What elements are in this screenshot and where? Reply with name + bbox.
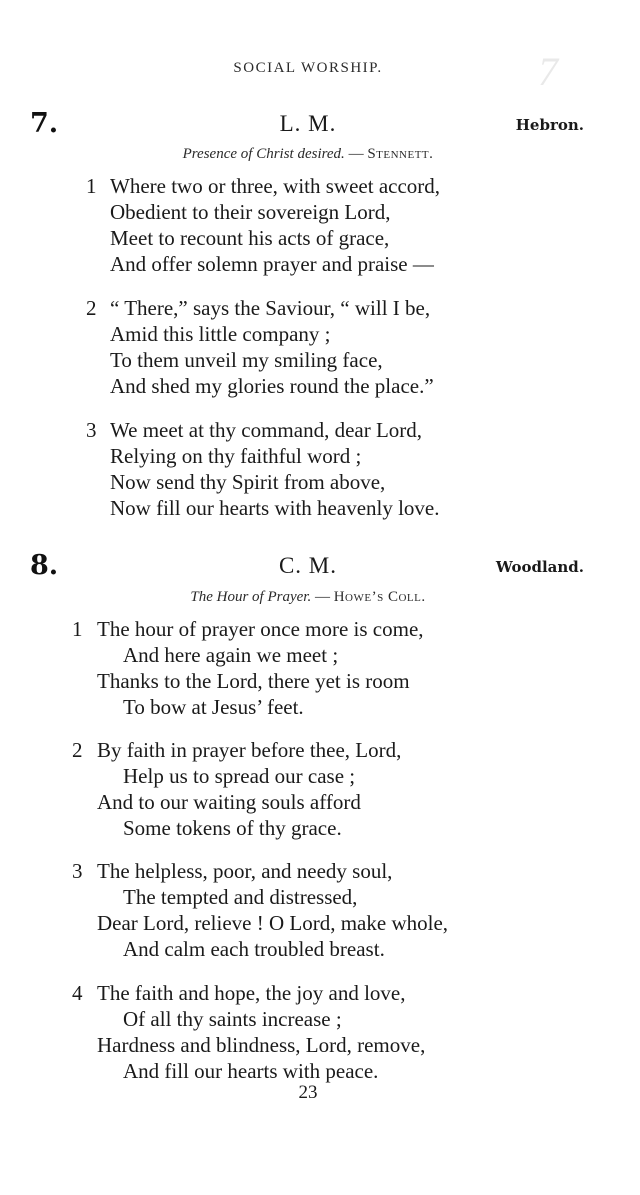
tune-name: Woodland. (495, 558, 584, 576)
hymn-meter: C. M. (278, 553, 338, 578)
verse-line: By faith in prayer before thee, Lord, (97, 738, 402, 762)
hymn-meter: L. M. (279, 111, 337, 136)
hymn-number: 7. (30, 108, 59, 139)
verse-line: To them unveil my smiling face, (110, 348, 383, 372)
stanza-number: 3 (72, 859, 83, 883)
verse-line: Now send thy Spirit from above, (110, 470, 386, 494)
verse-line: Some tokens of thy grace. (123, 816, 342, 840)
subtitle-separator: — (311, 589, 334, 605)
verse-line: Help us to spread our case ; (123, 764, 356, 788)
stanza-number: 1 (72, 617, 83, 641)
verse-line: And here again we meet ; (123, 643, 339, 667)
verse-line: Hardness and blindness, Lord, remove, (97, 1033, 426, 1057)
subtitle-author: Howe’s Coll. (333, 589, 426, 605)
subtitle-author: Stennett. (367, 146, 434, 162)
verse-line: Dear Lord, relieve ! O Lord, make whole, (97, 911, 449, 935)
verse-line: And offer solemn prayer and praise — (110, 252, 434, 276)
hymn-header (0, 108, 640, 142)
verse-line: Now fill our hearts with heavenly love. (110, 496, 440, 520)
verse-line: Thanks to the Lord, there yet is room (97, 669, 410, 693)
verse-line: The tempted and distressed, (123, 885, 358, 909)
verse-line: And calm each troubled breast. (123, 937, 385, 961)
stanza-number: 1 (86, 174, 97, 198)
verse-line: Of all thy saints increase ; (123, 1007, 342, 1031)
verse-line: “ There,” says the Saviour, “ will I be, (110, 296, 431, 320)
page-number: 23 (298, 1082, 318, 1103)
verse-line: The hour of prayer once more is come, (97, 617, 424, 641)
verse-line: And fill our hearts with peace. (123, 1059, 379, 1083)
subtitle-separator: — (344, 146, 368, 162)
verse-line: Where two or three, with sweet accord, (110, 174, 441, 198)
stanza-number: 2 (72, 738, 83, 762)
verse-line: And shed my glories round the place.” (110, 374, 434, 398)
hymn-number: 8. (30, 550, 59, 581)
tune-name: Hebron. (515, 116, 584, 134)
verse-line: We meet at thy command, dear Lord, (110, 418, 423, 442)
verse-line: Meet to recount his acts of grace, (110, 226, 390, 250)
stanza-number: 2 (86, 296, 97, 320)
verse-line: Obedient to their sovereign Lord, (110, 200, 391, 224)
verse-line: The helpless, poor, and needy soul, (97, 859, 393, 883)
stanza-number: 4 (72, 981, 83, 1005)
stanza-number: 3 (86, 418, 97, 442)
verse-line: And to our waiting souls afford (97, 790, 361, 814)
hymn-subtitle (0, 146, 616, 163)
hymn-subtitle (0, 589, 616, 606)
verse-line: Relying on thy faithful word ; (110, 444, 362, 468)
subtitle-title: The Hour of Prayer. (190, 589, 312, 605)
verse-line: The faith and hope, the joy and love, (97, 981, 406, 1005)
hymn-header (0, 550, 640, 584)
running-head: SOCIAL WORSHIP. (233, 60, 383, 76)
subtitle-title: Presence of Christ desired. (182, 146, 345, 162)
bleed-through-mark: 7 (538, 49, 558, 94)
verse-line: To bow at Jesus’ feet. (123, 695, 304, 719)
verse-line: Amid this little company ; (110, 322, 331, 346)
